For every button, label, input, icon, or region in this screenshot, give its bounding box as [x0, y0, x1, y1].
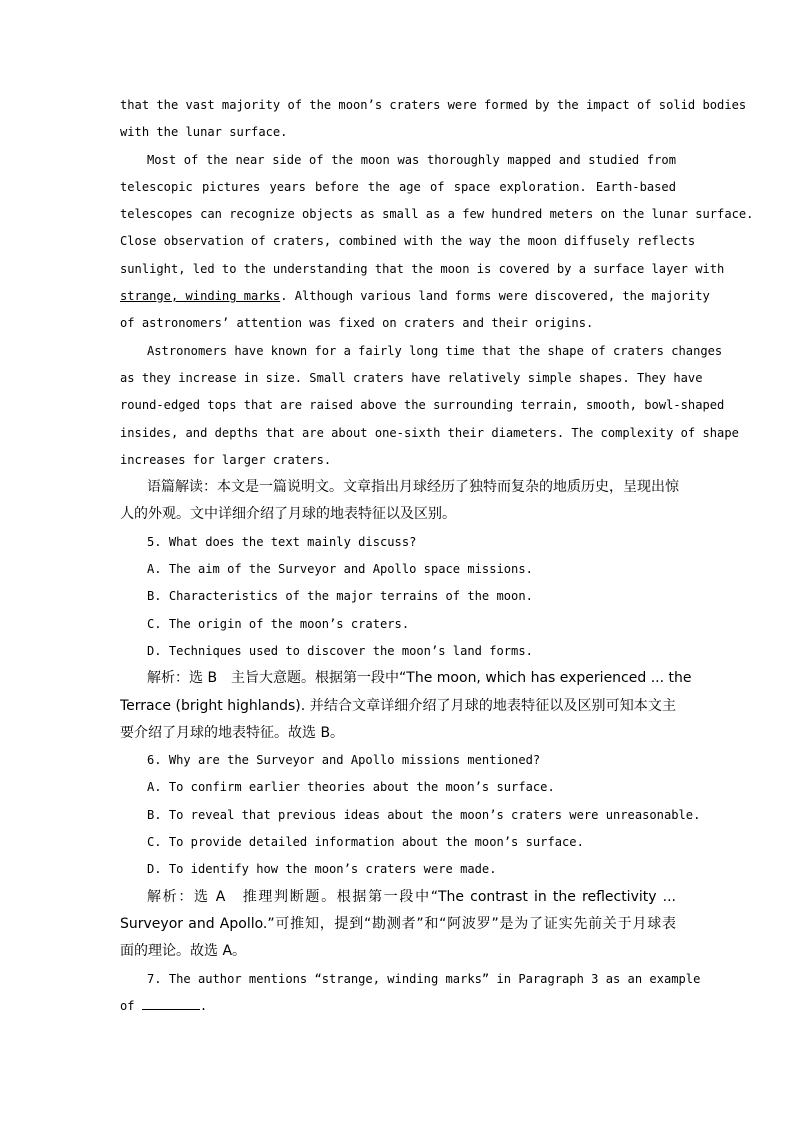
- paragraph-line: Close observation of craters, combined with the way the moon diffusely reflects: [120, 234, 696, 249]
- explanation-line: 要介绍了月球的地表特征。故选 B。: [120, 724, 345, 741]
- question-text: of: [120, 998, 135, 1013]
- paragraph-text: . Although various land forms were discovered, the majority: [280, 289, 710, 304]
- paragraph-line: round-edged tops that are raised above the surrounding terrain, smooth, bowl-shaped: [120, 398, 725, 413]
- paragraph-line: of astronomers’ attention was fixed on craters and their origins.: [120, 316, 594, 331]
- paragraph-line: increases for larger craters.: [120, 452, 332, 467]
- underlined-phrase: strange, winding marks: [120, 289, 281, 304]
- paragraph-line: Astronomers have known for a fairly long time that the shape of craters changes: [147, 343, 723, 358]
- answer-option: A. The aim of the Surveyor and Apollo space missions.: [147, 562, 533, 577]
- paragraph-line: with the lunar surface.: [120, 125, 288, 140]
- explanation-line: 解析：选 A 推理判断题。根据第一段中“The contrast in the reflectivity ...: [147, 888, 676, 905]
- explanation-line: 解析：选 B 主旨大意题。根据第一段中“The moon, which has experienced ... the: [147, 670, 692, 687]
- answer-option: C. The origin of the moon’s craters.: [147, 616, 410, 631]
- answer-option: B. Characteristics of the major terrains of the moon.: [147, 589, 533, 604]
- question-stem: 6. Why are the Surveyor and Apollo missions mentioned?: [147, 753, 541, 768]
- explanation-line: Terrace (bright highlands). 并结合文章详细介绍了月球的地表特征以及区别可知本文主: [120, 697, 676, 714]
- question-stem: 7. The author mentions “strange, winding marks” in Paragraph 3 as an example: [147, 971, 701, 986]
- answer-option: B. To reveal that previous ideas about the moon’s craters were unreasonable.: [147, 807, 701, 822]
- paragraph-line: insides, and depths that are about one-sixth their diameters. The complexity of shape: [120, 425, 739, 440]
- explanation-line: 面的理论。故选 A。: [120, 943, 247, 960]
- paragraph-line: as they increase in size. Small craters have relatively simple shapes. They have: [120, 370, 703, 385]
- paragraph-line: Most of the near side of the moon was thoroughly mapped and studied from: [147, 152, 676, 167]
- document-page: [120, 92, 754, 1020]
- answer-option: C. To provide detailed information about the moon’s surface.: [147, 835, 584, 850]
- analysis-line: 语篇解读：本文是一篇说明文。文章指出月球经历了独特而复杂的地质历史，呈现出惊: [147, 479, 679, 496]
- paragraph-line: that the vast majority of the moon’s craters were formed by the impact of solid bodies: [120, 98, 747, 112]
- answer-blank: [142, 999, 200, 1010]
- explanation-line: Surveyor and Apollo.”可推知，提到“勘测者”和“阿波罗”是为了证实先前关于月球表: [120, 915, 676, 932]
- paragraph-line: telescopic pictures years before the age of space exploration. Earth-based: [120, 179, 676, 194]
- paragraph-line: [120, 283, 710, 310]
- answer-option: A. To confirm earlier theories about the moon’s surface.: [147, 780, 555, 795]
- answer-option: D. To identify how the moon’s craters were made.: [147, 862, 497, 877]
- question-stem-end: [120, 993, 676, 1020]
- paragraph-line: sunlight, led to the understanding that the moon is covered by a surface layer with: [120, 261, 725, 276]
- analysis-line: 人的外观。文中详细介绍了月球的地表特征以及区别。: [120, 506, 456, 523]
- question-period: .: [199, 998, 208, 1013]
- paragraph-line: telescopes can recognize objects as small as a few hundred meters on the lunar surface.: [120, 207, 754, 222]
- question-stem: 5. What does the text mainly discuss?: [147, 534, 417, 549]
- answer-option: D. Techniques used to discover the moon’s land forms.: [147, 643, 533, 658]
